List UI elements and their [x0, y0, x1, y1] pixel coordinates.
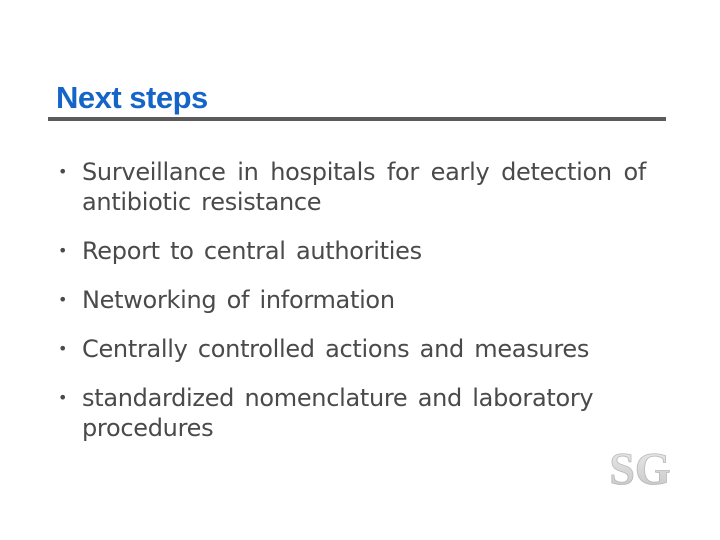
- sg-logo-icon: [600, 440, 680, 496]
- bullet-icon: •: [58, 290, 68, 309]
- bullet-text: Surveillance in hospitals for early detection of antibiotic resistance: [82, 158, 646, 216]
- bullet-item-surveillance: [56, 157, 646, 217]
- bullet-icon: •: [58, 162, 68, 181]
- bullet-text: Centrally controlled actions and measures: [82, 335, 590, 363]
- bullet-text: Networking of information: [82, 286, 395, 314]
- bullet-item-central-actions: [56, 334, 646, 364]
- bullet-text: standardized nomenclature and laboratory procedures: [82, 384, 594, 442]
- bullet-list: [56, 157, 646, 462]
- title-underline: [48, 117, 666, 121]
- bullet-icon: •: [58, 388, 68, 407]
- bullet-item-report: [56, 236, 646, 266]
- logo-text: SG: [609, 443, 671, 494]
- bullet-item-nomenclature: [56, 383, 646, 443]
- bullet-icon: •: [58, 339, 68, 358]
- slide-title: Next steps: [56, 80, 208, 115]
- bullet-item-networking: [56, 285, 646, 315]
- bullet-icon: •: [58, 241, 68, 260]
- bullet-text: Report to central authorities: [82, 237, 422, 265]
